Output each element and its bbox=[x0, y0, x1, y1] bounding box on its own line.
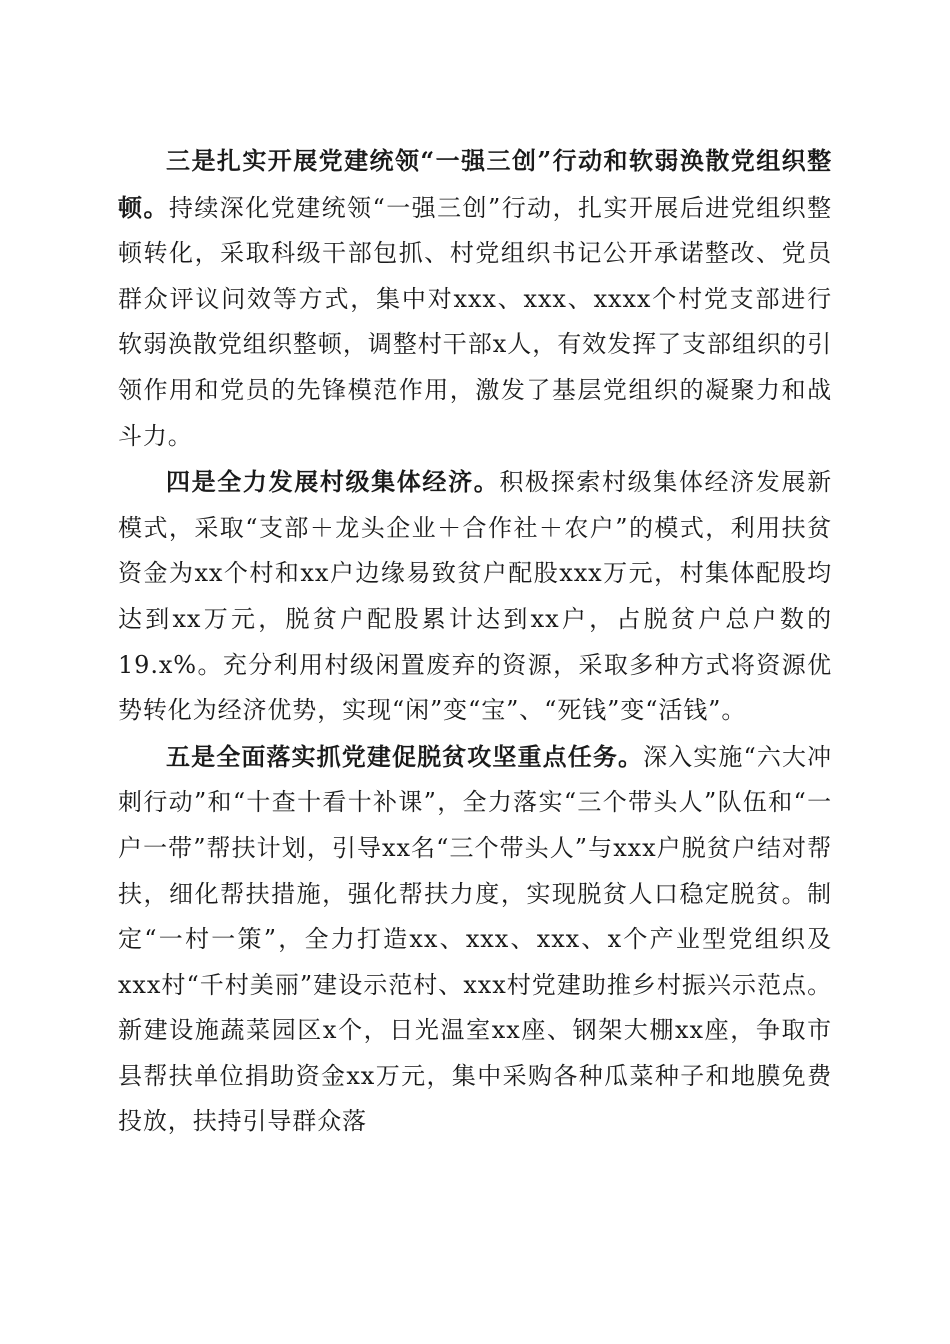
paragraph-three bbox=[118, 138, 832, 459]
paragraph-five-heading: 五是全面落实抓党建促脱贫攻坚重点任务。 bbox=[166, 741, 644, 771]
paragraph-three-heading: 三是扎实开展党建统领“一强三创”行动和软弱涣散党组织整顿。 bbox=[118, 146, 832, 222]
paragraph-three-text: 持续深化党建统领“一强三创”行动，扎实开展后进党组织整顿转化，采取科级干部包抓、村党组织书记公开承诺整改、党员群众评议问效等方式，集中对xxx、xxx、xxxx个村党支部进行软弱涣散党组织整顿，调整村干部x人，有效发挥了支部组织的引领作用和党员的先锋模范作用，激发了基层党组织的凝聚力和战斗力。 bbox=[118, 193, 832, 450]
paragraph-five-text: 深入实施“六大冲刺行动”和“十查十看十补课”，全力落实“三个带头人”队伍和“一户一带”帮扶计划，引导xx名“三个带头人”与xxx户脱贫户结对帮扶，细化帮扶措施，强化帮扶力度，实现脱贫人口稳定脱贫。制定“一村一策”，全力打造xx、xxx、xxx、x个产业型党组织及xxx村“千村美丽”建设示范村、xxx村党建助推乡村振兴示范点。新建设施蔬菜园区x个，日光温室xx座、钢架大棚xx座，争取市县帮扶单位捐助资金xx万元，集中采购各种瓜菜种子和地膜免费投放，扶持引导群众落 bbox=[118, 742, 832, 1136]
paragraph-four bbox=[118, 459, 832, 734]
document-body bbox=[118, 138, 832, 1145]
paragraph-four-heading: 四是全力发展村级集体经济。 bbox=[166, 467, 500, 497]
paragraph-five bbox=[118, 734, 832, 1145]
paragraph-four-text: 积极探索村级集体经济发展新模式，采取“支部＋龙头企业＋合作社＋农户”的模式，利用扶贫资金为xx个村和xx户边缘易致贫户配股xxx万元，村集体配股均达到xx万元，脱贫户配股累计达到xx户，占脱贫户总户数的19.x%。充分利用村级闲置废弃的资源，采取多种方式将资源优势转化为经济优势，实现“闲”变“宝”、“死钱”变“活钱”。 bbox=[118, 468, 832, 725]
